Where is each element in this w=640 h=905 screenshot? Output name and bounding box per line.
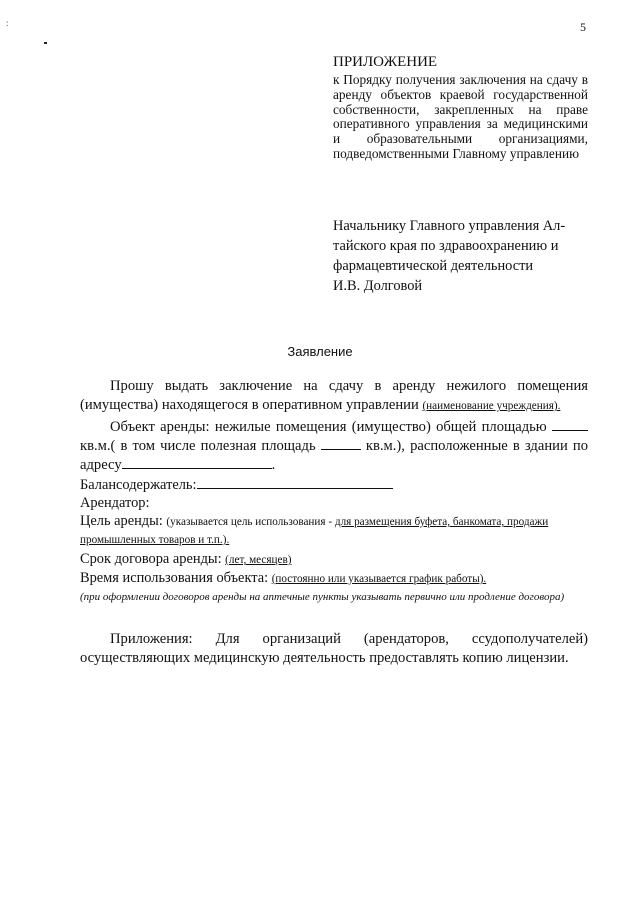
addressee-name: И.В. Долговой [333,278,423,294]
addressee-line: фармацевтической деятельности [333,258,534,274]
term-line [80,551,588,569]
pharmacy-note: (при оформлении договоров аренды на аптечные пункты указывать первично или продление договора) [80,591,565,603]
useful-area-blank[interactable] [321,437,361,450]
object-text: Объект аренды: нежилые помещения (имущество) общей площадью [110,419,547,435]
purpose-label: Цель аренды: [80,513,167,529]
request-paragraph [80,377,588,416]
appendix-block [333,54,588,162]
addressee-line: тайского края по здравоохранению и [333,238,559,254]
addressee-block [333,216,588,296]
purpose-hint: (указывается цель использования - [166,516,335,528]
appendix-text: к Порядку получения заключения на сдачу в аренду объектов краевой государственной собственности, закрепленных на праве оперативного управления за медицинскими и образовательными организациями, подведомственными Главному управлению [333,72,588,161]
usage-label: Время использования объекта: [80,570,272,586]
usage-line [80,570,588,588]
document-title: Заявление [287,344,353,359]
appendix-title: ПРИЛОЖЕНИЕ [333,54,438,70]
tenant-line [80,495,588,512]
balance-holder-blank[interactable] [197,476,393,489]
purpose-line [80,513,588,549]
term-hint: (лет, месяцев) [225,554,292,566]
tenant-label: Арендатор: [80,495,150,511]
balance-holder-label: Балансодержатель: [80,477,197,493]
object-text: . [271,457,276,473]
page-number: 5 [580,20,586,34]
application-body [80,377,588,683]
purpose-hint-underlined: для размещения буфета, банкомата, продажи промышленных товаров и т.п.). [80,516,549,546]
term-label: Срок договора аренды: [80,551,226,567]
addressee-line: Начальнику Главного управления Ал- [333,218,566,234]
usage-hint: (постоянно или указывается график работы). [271,573,487,585]
object-text: кв.м.( в том числе полезная площадь [80,438,316,454]
scan-marks: : [6,18,9,28]
total-area-blank[interactable] [552,418,588,431]
address-blank[interactable] [122,456,272,469]
balance-holder-line [80,476,588,494]
attachments-paragraph: Приложения: Для организаций (арендаторов, ссудополучателей) осуществляющих медицинскую деятельность предоставлять копию лицензии. [80,631,588,666]
request-text: Прошу выдать заключение на сдачу в аренду нежилого помещения (имущества) находящегося в оперативном управлении [80,378,588,413]
scan-artifact [44,42,47,44]
institution-name-hint: (наименование учреждения). [422,400,561,412]
object-paragraph [80,418,588,475]
object-text: кв.м.), расположенные в здании по адресу [80,438,588,473]
